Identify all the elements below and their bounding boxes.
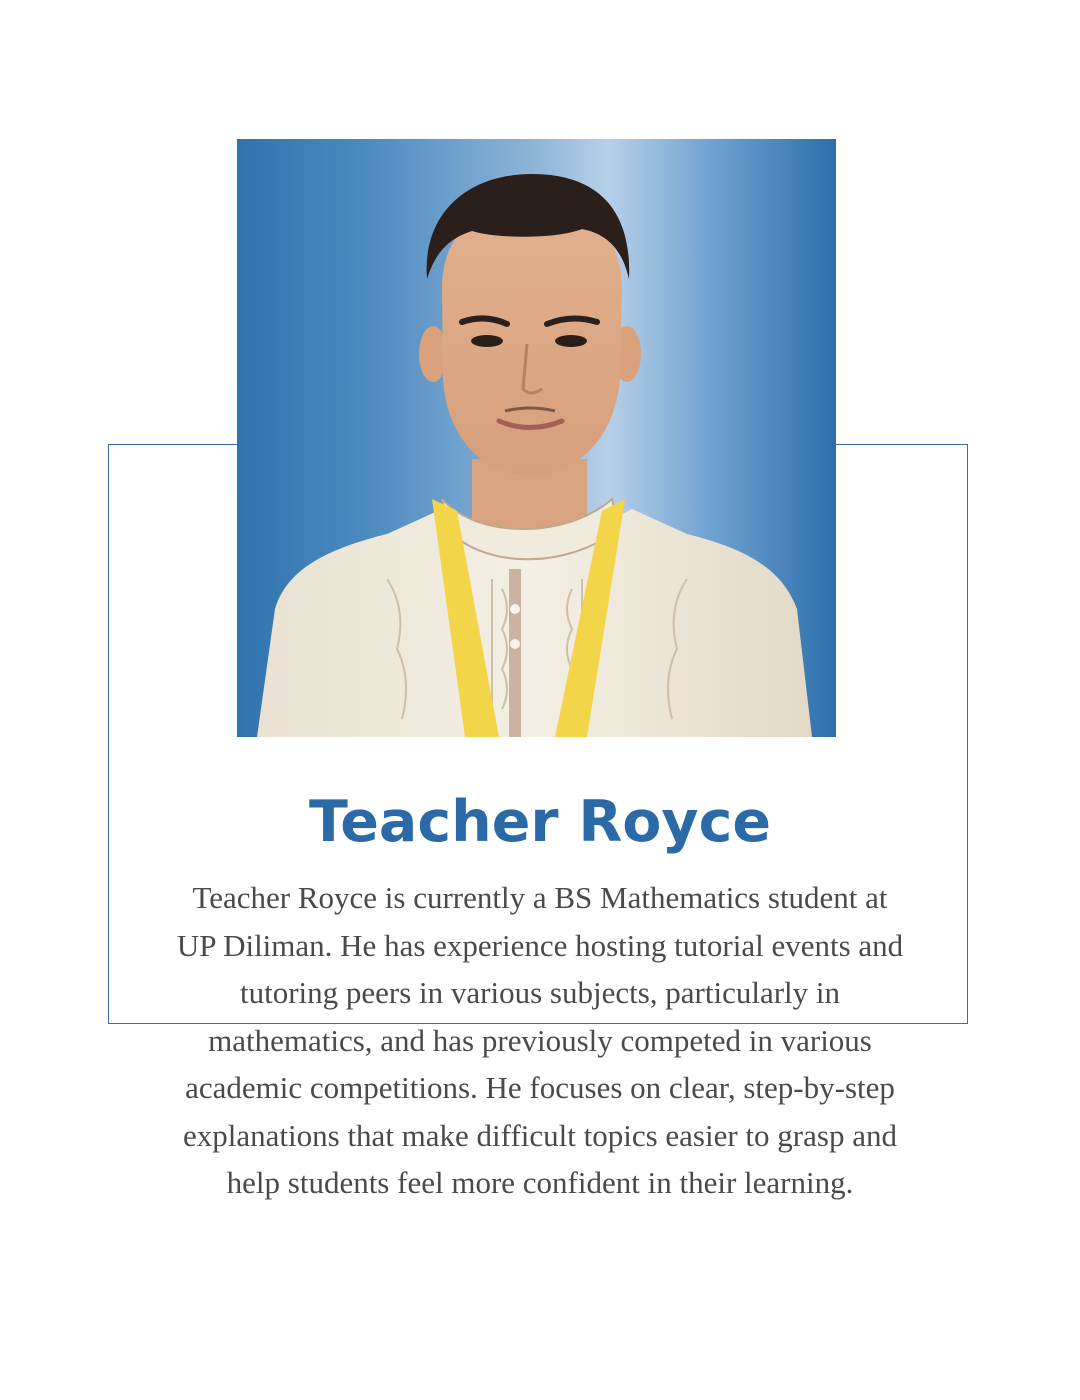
profile-photo bbox=[237, 139, 836, 737]
teacher-bio: Teacher Royce is currently a BS Mathematics student at UP Diliman. He has experience hosting tutorial events and tutoring peers in various subjects, particularly in mathematics, and has previously competed in various academic competitions. He focuses on clear, step-by-step explanations that make difficult topics easier to grasp and help students feel more confident in their learning. bbox=[176, 880, 904, 1200]
portrait-illustration bbox=[237, 139, 836, 737]
teacher-name: Teacher Royce bbox=[308, 789, 772, 855]
